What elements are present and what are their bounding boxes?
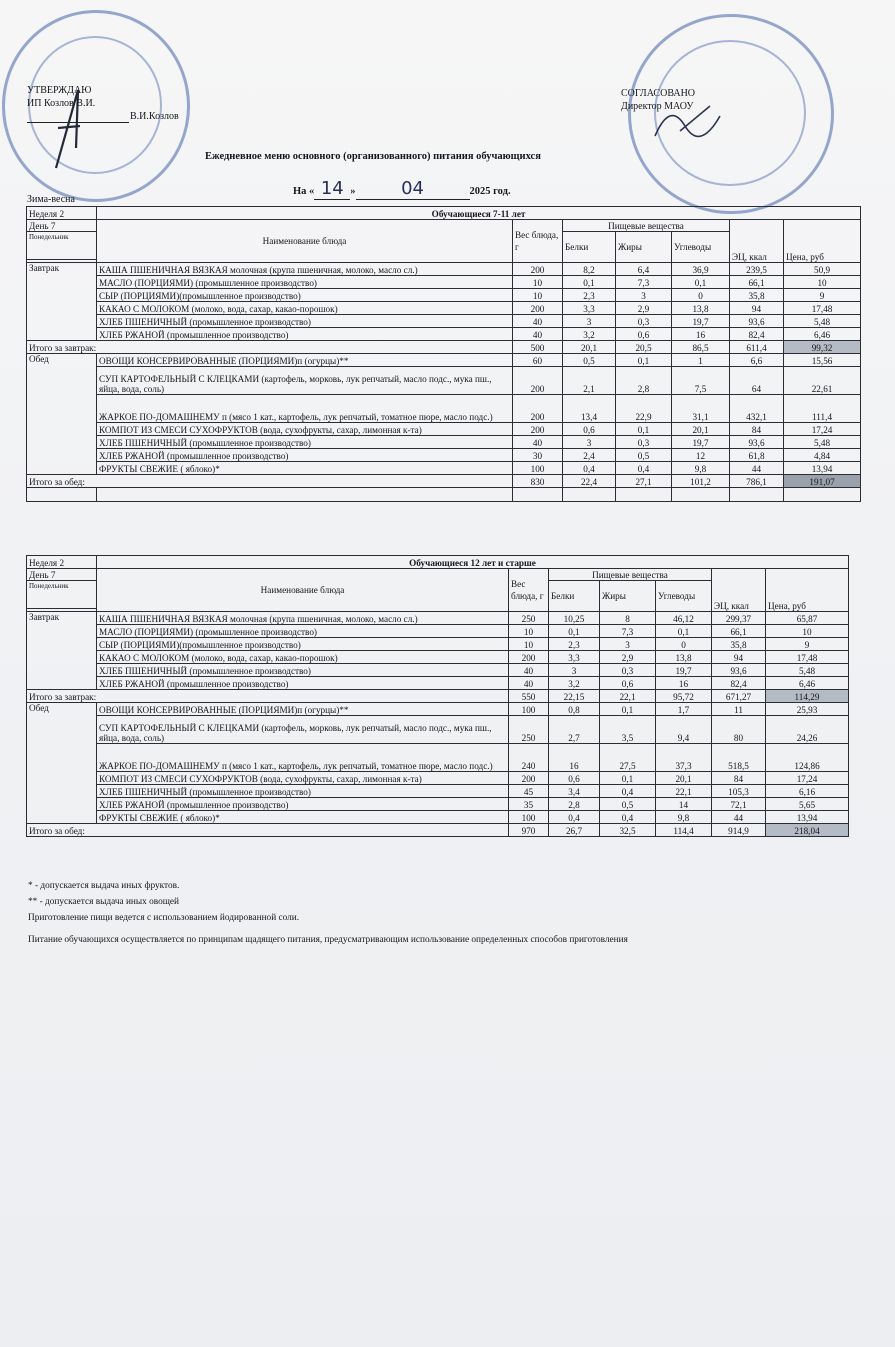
menu-row (27, 315, 861, 328)
date-prefix: На « (293, 186, 315, 197)
protein-value: 10,25 (549, 612, 600, 625)
fat-value: 2,9 (616, 302, 672, 315)
price-value: 50,9 (784, 263, 861, 276)
fat-value: 0,6 (616, 328, 672, 341)
energy-header: ЭЦ, ккал (730, 220, 784, 263)
energy-value: 11 (712, 703, 766, 716)
dish-name: КАКАО С МОЛОКОМ (молоко, вода, сахар, какао-порошок) (97, 651, 509, 664)
menu-row (27, 462, 861, 475)
fat-header: Жиры (616, 232, 672, 263)
carbs-header: Углеводы (672, 232, 730, 263)
dish-name: ХЛЕБ ПШЕНИЧНЫЙ (промышленное производство) (97, 436, 513, 449)
day-cell: День 7 (27, 569, 97, 581)
dish-name: ХЛЕБ ПШЕНИЧНЫЙ (промышленное производство) (97, 315, 513, 328)
weight-value: 250 (509, 612, 549, 625)
protein-value: 2,1 (563, 367, 616, 395)
carbs-value: 9,8 (672, 462, 730, 475)
nutrients-header: Пищевые вещества (549, 569, 712, 581)
fat-value: 7,3 (600, 625, 656, 638)
nutrients-header: Пищевые вещества (563, 220, 730, 232)
price-value: 15,56 (784, 354, 861, 367)
carbs-value: 19,7 (672, 315, 730, 328)
fat-value: 27,5 (600, 744, 656, 772)
protein-value: 3,2 (549, 677, 600, 690)
menu-row (27, 302, 861, 315)
weight-header: Вес блюда, г (509, 569, 549, 612)
fat-header: Жиры (600, 581, 656, 612)
carbs-value: 19,7 (656, 664, 712, 677)
energy-value: 239,5 (730, 263, 784, 276)
weight-header: Вес блюда, г (513, 220, 563, 263)
total-weight: 500 (513, 341, 563, 354)
date-mid: » (350, 186, 356, 197)
price-value: 6,46 (784, 328, 861, 341)
protein-value: 0,1 (549, 625, 600, 638)
total-label: Итого за завтрак: (27, 690, 509, 703)
fat-value: 0,1 (616, 423, 672, 436)
meal-label: Завтрак (27, 263, 97, 341)
total-protein: 22,15 (549, 690, 600, 703)
price-value: 9 (766, 638, 849, 651)
carbs-value: 0 (656, 638, 712, 651)
group-title: Обучающиеся 12 лет и старше (97, 556, 849, 569)
dish-name: СУП КАРТОФЕЛЬНЫЙ С КЛЕЦКАМИ (картофель, морковь, лук репчатый, масло подс., мука пш., яйца, вода, соль) (97, 367, 513, 395)
total-carbs: 86,5 (672, 341, 730, 354)
price-value: 5,48 (784, 315, 861, 328)
dish-name: КОМПОТ ИЗ СМЕСИ СУХОФРУКТОВ (вода, сухофрукты, сахар, лимонная к-та) (97, 772, 509, 785)
total-energy: 786,1 (730, 475, 784, 488)
price-value: 6,46 (766, 677, 849, 690)
menu-row (27, 436, 861, 449)
menu-row (27, 744, 849, 772)
meal-label: Обед (27, 354, 97, 475)
total-weight: 550 (509, 690, 549, 703)
dish-name: СУП КАРТОФЕЛЬНЫЙ С КЛЕЦКАМИ (картофель, морковь, лук репчатый, масло подс., мука пш., яйца, вода, соль) (97, 716, 509, 744)
energy-value: 44 (730, 462, 784, 475)
price-value: 9 (784, 289, 861, 302)
weight-value: 10 (513, 289, 563, 302)
total-fat: 20,5 (616, 341, 672, 354)
protein-value: 3 (549, 664, 600, 677)
energy-value: 299,37 (712, 612, 766, 625)
price-value: 5,48 (784, 436, 861, 449)
dish-name: МАСЛО (ПОРЦИЯМИ) (промышленное производство) (97, 625, 509, 638)
energy-value: 44 (712, 811, 766, 824)
total-row (27, 690, 849, 703)
day-cell: День 7 (27, 220, 97, 232)
weight-value: 40 (509, 664, 549, 677)
total-protein: 20,1 (563, 341, 616, 354)
carbs-value: 1 (672, 354, 730, 367)
price-value: 24,26 (766, 716, 849, 744)
fat-value: 0,3 (616, 315, 672, 328)
season-label: Зима-весна (27, 194, 75, 205)
protein-value: 0,5 (563, 354, 616, 367)
carbs-value: 12 (672, 449, 730, 462)
dish-name: КАША ПШЕНИЧНАЯ ВЯЗКАЯ молочная (крупа пшеничная, молоко, масло сл.) (97, 263, 513, 276)
energy-value: 518,5 (712, 744, 766, 772)
energy-value: 82,4 (730, 328, 784, 341)
energy-value: 84 (730, 423, 784, 436)
total-price: 191,07 (784, 475, 861, 488)
carbs-value: 13,8 (656, 651, 712, 664)
energy-value: 93,6 (730, 315, 784, 328)
carbs-value: 20,1 (656, 772, 712, 785)
date-year: 2025 год. (469, 186, 511, 197)
fat-value: 0,4 (616, 462, 672, 475)
energy-value: 80 (712, 716, 766, 744)
total-price: 218,04 (766, 824, 849, 837)
carbs-value: 37,3 (656, 744, 712, 772)
fat-value: 0,1 (616, 354, 672, 367)
dish-header: Наименование блюда (97, 569, 509, 612)
weight-value: 200 (509, 772, 549, 785)
carbs-value: 19,7 (672, 436, 730, 449)
protein-value: 16 (549, 744, 600, 772)
price-header: Цена, руб (784, 220, 861, 263)
carbs-value: 0,1 (656, 625, 712, 638)
menu-row (27, 716, 849, 744)
fat-value: 3,5 (600, 716, 656, 744)
carbs-value: 1,7 (656, 703, 712, 716)
carbs-value: 0 (672, 289, 730, 302)
dish-name: ХЛЕБ РЖАНОЙ (промышленное производство) (97, 677, 509, 690)
protein-value: 0,4 (563, 462, 616, 475)
protein-header: Белки (549, 581, 600, 612)
carbs-value: 20,1 (672, 423, 730, 436)
fat-value: 22,9 (616, 395, 672, 423)
dish-name: ХЛЕБ РЖАНОЙ (промышленное производство) (97, 449, 513, 462)
menu-row (27, 651, 849, 664)
dish-name: КАКАО С МОЛОКОМ (молоко, вода, сахар, какао-порошок) (97, 302, 513, 315)
dish-name: КАША ПШЕНИЧНАЯ ВЯЗКАЯ молочная (крупа пшеничная, молоко, масло сл.) (97, 612, 509, 625)
menu-row (27, 354, 861, 367)
fat-value: 3 (600, 638, 656, 651)
carbs-value: 36,9 (672, 263, 730, 276)
energy-value: 61,8 (730, 449, 784, 462)
menu-row (27, 612, 849, 625)
footnote-fruits: * - допускается выдача иных фруктов. (28, 881, 180, 891)
total-carbs: 114,4 (656, 824, 712, 837)
total-energy: 611,4 (730, 341, 784, 354)
energy-value: 64 (730, 367, 784, 395)
agree-role: Директор МАОУ (621, 101, 694, 112)
weight-value: 100 (513, 462, 563, 475)
dish-name: ЖАРКОЕ ПО-ДОМАШНЕМУ п (мясо 1 кат., картофель, лук репчатый, томатное пюре, масло подс.) (97, 744, 509, 772)
protein-value: 0,6 (549, 772, 600, 785)
dish-name: ХЛЕБ ПШЕНИЧНЫЙ (промышленное производство) (97, 664, 509, 677)
menu-row (27, 785, 849, 798)
weight-value: 40 (513, 436, 563, 449)
dish-name: ФРУКТЫ СВЕЖИЕ ( яблоко)* (97, 462, 513, 475)
dish-name: СЫР (ПОРЦИЯМИ)(промышленное производство) (97, 289, 513, 302)
energy-value: 105,3 (712, 785, 766, 798)
total-carbs: 95,72 (656, 690, 712, 703)
dish-name: МАСЛО (ПОРЦИЯМИ) (промышленное производство) (97, 276, 513, 289)
total-weight: 970 (509, 824, 549, 837)
dish-name: ОВОЩИ КОНСЕРВИРОВАННЫЕ (ПОРЦИЯМИ)п (огурцы)** (97, 354, 513, 367)
menu-row (27, 638, 849, 651)
weight-value: 200 (513, 263, 563, 276)
carbs-value: 13,8 (672, 302, 730, 315)
energy-value: 66,1 (730, 276, 784, 289)
price-value: 10 (784, 276, 861, 289)
protein-value: 3,3 (549, 651, 600, 664)
energy-value: 82,4 (712, 677, 766, 690)
price-value: 17,48 (784, 302, 861, 315)
total-fat: 27,1 (616, 475, 672, 488)
protein-value: 3,2 (563, 328, 616, 341)
weight-value: 40 (513, 315, 563, 328)
energy-header: ЭЦ, ккал (712, 569, 766, 612)
price-value: 25,93 (766, 703, 849, 716)
fat-value: 0,6 (600, 677, 656, 690)
dish-name: ХЛЕБ РЖАНОЙ (промышленное производство) (97, 798, 509, 811)
footnote-vegetables: ** - допускается выдача иных овощей (28, 897, 180, 907)
carbs-value: 22,1 (656, 785, 712, 798)
total-energy: 671,27 (712, 690, 766, 703)
fat-value: 0,5 (616, 449, 672, 462)
dish-name: ЖАРКОЕ ПО-ДОМАШНЕМУ п (мясо 1 кат., картофель, лук репчатый, томатное пюре, масло подс.) (97, 395, 513, 423)
price-value: 13,94 (766, 811, 849, 824)
carbs-value: 9,4 (656, 716, 712, 744)
protein-value: 2,8 (549, 798, 600, 811)
total-fat: 22,1 (600, 690, 656, 703)
fat-value: 8 (600, 612, 656, 625)
approve-sign: В.И.Козлов (130, 111, 179, 122)
menu-table-7-11 (26, 206, 861, 502)
total-row (27, 475, 861, 488)
price-value: 22,61 (784, 367, 861, 395)
dish-name: СЫР (ПОРЦИЯМИ)(промышленное производство) (97, 638, 509, 651)
price-value: 111,4 (784, 395, 861, 423)
total-fat: 32,5 (600, 824, 656, 837)
dish-name: КОМПОТ ИЗ СМЕСИ СУХОФРУКТОВ (вода, сухофрукты, сахар, лимонная к-та) (97, 423, 513, 436)
menu-row (27, 395, 861, 423)
protein-value: 3,3 (563, 302, 616, 315)
total-label: Итого за обед: (27, 824, 509, 837)
protein-value: 13,4 (563, 395, 616, 423)
fat-value: 0,4 (600, 785, 656, 798)
menu-row (27, 703, 849, 716)
protein-value: 3 (563, 436, 616, 449)
weight-value: 100 (509, 703, 549, 716)
weekday-cell: Понедельник (27, 581, 97, 609)
menu-row (27, 276, 861, 289)
protein-value: 2,4 (563, 449, 616, 462)
price-value: 17,24 (766, 772, 849, 785)
total-protein: 26,7 (549, 824, 600, 837)
menu-row (27, 664, 849, 677)
fat-value: 0,5 (600, 798, 656, 811)
price-value: 4,84 (784, 449, 861, 462)
energy-value: 93,6 (712, 664, 766, 677)
total-protein: 22,4 (563, 475, 616, 488)
menu-row (27, 328, 861, 341)
weight-value: 200 (513, 395, 563, 423)
carbs-value: 31,1 (672, 395, 730, 423)
carbs-value: 0,1 (672, 276, 730, 289)
weight-value: 250 (509, 716, 549, 744)
protein-value: 3 (563, 315, 616, 328)
fat-value: 0,3 (616, 436, 672, 449)
protein-value: 8,2 (563, 263, 616, 276)
weight-value: 35 (509, 798, 549, 811)
carbs-value: 7,5 (672, 367, 730, 395)
weight-value: 40 (509, 677, 549, 690)
protein-value: 2,3 (549, 638, 600, 651)
protein-value: 0,4 (549, 811, 600, 824)
document-title: Ежедневное меню основного (организованного) питания обучающихся (205, 151, 541, 162)
menu-row (27, 811, 849, 824)
fat-value: 0,3 (600, 664, 656, 677)
price-value: 10 (766, 625, 849, 638)
dish-name: ХЛЕБ РЖАНОЙ (промышленное производство) (97, 328, 513, 341)
total-label: Итого за обед: (27, 475, 513, 488)
price-value: 65,87 (766, 612, 849, 625)
footnote-iodized-salt: Приготовление пищи ведется с использованием йодированной соли. (28, 913, 300, 923)
fat-value: 0,1 (600, 703, 656, 716)
fat-value: 6,4 (616, 263, 672, 276)
weight-value: 10 (509, 638, 549, 651)
menu-row (27, 289, 861, 302)
energy-value: 35,8 (730, 289, 784, 302)
dish-name: ХЛЕБ ПШЕНИЧНЫЙ (промышленное производство) (97, 785, 509, 798)
menu-row (27, 625, 849, 638)
fat-value: 2,8 (616, 367, 672, 395)
weight-value: 10 (513, 276, 563, 289)
date-month: 04 (356, 178, 470, 200)
energy-value: 72,1 (712, 798, 766, 811)
weight-value: 40 (513, 328, 563, 341)
protein-header: Белки (563, 232, 616, 263)
agree-title: СОГЛАСОВАНО (621, 88, 696, 99)
total-price: 114,29 (766, 690, 849, 703)
menu-table-12-plus (26, 555, 849, 837)
menu-row (27, 677, 849, 690)
weekday-cell: Понедельник (27, 232, 97, 260)
energy-value: 84 (712, 772, 766, 785)
approve-title: УТВЕРЖДАЮ (27, 85, 92, 96)
total-weight: 830 (513, 475, 563, 488)
weight-value: 100 (509, 811, 549, 824)
total-price: 99,32 (784, 341, 861, 354)
approve-sign-line (27, 122, 129, 123)
price-value: 17,24 (784, 423, 861, 436)
carbs-value: 16 (672, 328, 730, 341)
dish-name: ОВОЩИ КОНСЕРВИРОВАННЫЕ (ПОРЦИЯМИ)п (огурцы)** (97, 703, 509, 716)
week-cell: Неделя 2 (27, 207, 97, 220)
dish-header: Наименование блюда (97, 220, 513, 263)
total-label: Итого за завтрак: (27, 341, 513, 354)
price-value: 6,16 (766, 785, 849, 798)
energy-value: 66,1 (712, 625, 766, 638)
energy-value: 432,1 (730, 395, 784, 423)
weight-value: 200 (509, 651, 549, 664)
protein-value: 0,6 (563, 423, 616, 436)
menu-row (27, 772, 849, 785)
energy-value: 94 (712, 651, 766, 664)
week-cell: Неделя 2 (27, 556, 97, 569)
weight-value: 200 (513, 423, 563, 436)
fat-value: 7,3 (616, 276, 672, 289)
footnote-diet-principle: Питание обучающихся осуществляется по принципам щадящего питания, предусматривающим использование определенных способов приготовления (28, 935, 628, 945)
menu-row (27, 798, 849, 811)
approve-org: ИП Козлов В.И. (27, 98, 96, 109)
total-energy: 914,9 (712, 824, 766, 837)
protein-value: 2,7 (549, 716, 600, 744)
energy-value: 35,8 (712, 638, 766, 651)
price-value: 13,94 (784, 462, 861, 475)
menu-row (27, 449, 861, 462)
carbs-value: 46,12 (656, 612, 712, 625)
dish-name: ФРУКТЫ СВЕЖИЕ ( яблоко)* (97, 811, 509, 824)
fat-value: 3 (616, 289, 672, 302)
total-row (27, 824, 849, 837)
carbs-value: 14 (656, 798, 712, 811)
price-header: Цена, руб (766, 569, 849, 612)
menu-row (27, 263, 861, 276)
weight-value: 30 (513, 449, 563, 462)
weight-value: 60 (513, 354, 563, 367)
carbs-header: Углеводы (656, 581, 712, 612)
weight-value: 240 (509, 744, 549, 772)
date-line (293, 178, 511, 200)
fat-value: 0,4 (600, 811, 656, 824)
meal-label: Завтрак (27, 612, 97, 690)
menu-row (27, 367, 861, 395)
total-carbs: 101,2 (672, 475, 730, 488)
price-value: 17,48 (766, 651, 849, 664)
fat-value: 2,9 (600, 651, 656, 664)
fat-value: 0,1 (600, 772, 656, 785)
date-day: 14 (314, 178, 350, 200)
group-title: Обучающиеся 7-11 лет (97, 207, 861, 220)
protein-value: 3,4 (549, 785, 600, 798)
carbs-value: 9,8 (656, 811, 712, 824)
total-row (27, 341, 861, 354)
energy-value: 6,6 (730, 354, 784, 367)
menu-row (27, 423, 861, 436)
price-value: 5,48 (766, 664, 849, 677)
protein-value: 0,8 (549, 703, 600, 716)
energy-value: 93,6 (730, 436, 784, 449)
meal-label: Обед (27, 703, 97, 824)
weight-value: 45 (509, 785, 549, 798)
price-value: 124,86 (766, 744, 849, 772)
weight-value: 200 (513, 367, 563, 395)
weight-value: 10 (509, 625, 549, 638)
carbs-value: 16 (656, 677, 712, 690)
price-value: 5,65 (766, 798, 849, 811)
protein-value: 2,3 (563, 289, 616, 302)
protein-value: 0,1 (563, 276, 616, 289)
weight-value: 200 (513, 302, 563, 315)
energy-value: 94 (730, 302, 784, 315)
